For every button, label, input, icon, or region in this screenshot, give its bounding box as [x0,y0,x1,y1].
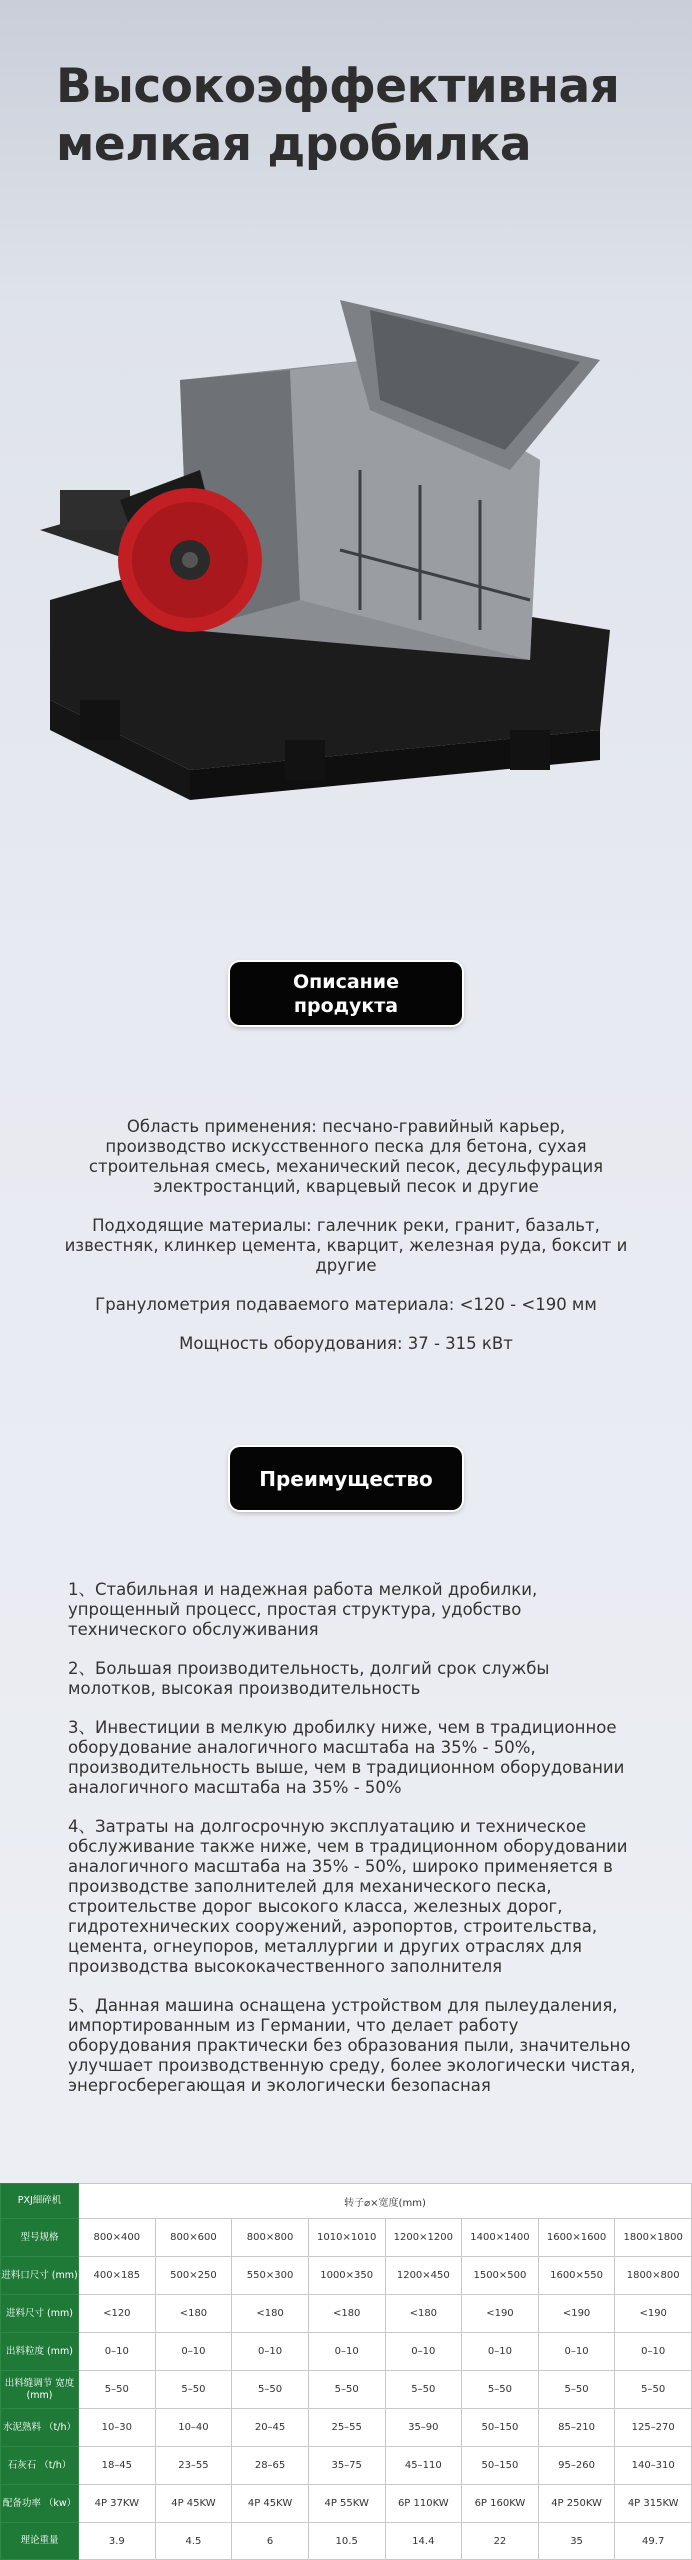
table-cell: 45–110 [385,2447,462,2485]
table-cell: <180 [155,2295,232,2333]
table-cell: 95–260 [538,2447,615,2485]
table-cell: 5–50 [232,2371,309,2409]
advantage-item: 4、Затраты на долгосрочную эксплуатацию и техническое обслуживание также ниже, чем в традиционном оборудовании аналогичного масштаба на 35% - 50%, широко применяется в производстве заполнителей для механического песка, строительстве дорог высокого класса, железных дорог, гидротехнических сооружений, аэропортов, строительства, цемента, огнеупоров, металлургии и других отраслях для производства высококачественного заполнителя [68,1817,628,1976]
table-cell: 800×800 [232,2219,309,2257]
table-cell: 10–40 [155,2409,232,2447]
table-cell: 550×300 [232,2257,309,2295]
table-cell: 5–50 [155,2371,232,2409]
table-cell: 20–45 [232,2409,309,2447]
table-cell: <180 [385,2295,462,2333]
table-cell: 4P 37KW [79,2485,156,2523]
product-description-badge [230,962,462,1025]
table-cell: 0–10 [538,2333,615,2371]
table-cell: 125–270 [615,2409,692,2447]
table-cell: 1010×1010 [308,2219,385,2257]
table-cell: 28–65 [232,2447,309,2485]
table-cell: 0–10 [308,2333,385,2371]
crusher-machine-image [40,300,640,800]
table-row [1,2257,692,2295]
table-header-row [1,2184,692,2219]
table-row-label: 型号规格 [1,2219,79,2257]
description-paragraph: Мощность оборудования: 37 - 315 кВт [179,1334,513,1353]
table-cell: 85–210 [538,2409,615,2447]
table-cell: 400×185 [79,2257,156,2295]
table-row-label: 水泥熟料 （t/h） [1,2409,79,2447]
table-cell: 1200×1200 [385,2219,462,2257]
table-cell: 1600×550 [538,2257,615,2295]
advantage-item: 3、Инвестиции в мелкую дробилку ниже, чем в традиционное оборудование аналогичного масштаба на 35% - 50%, производительность выше, чем в традиционном оборудовании аналогичного масштаба на 35% - 50% [68,1718,625,1797]
table-cell: <190 [462,2295,539,2333]
table-cell: 0–10 [615,2333,692,2371]
table-row [1,2485,692,2523]
table-cell: 6P 110KW [385,2485,462,2523]
table-cell: 50–150 [462,2409,539,2447]
table-row-label: 进料尺寸 (mm) [1,2295,79,2333]
table-cell: 800×400 [79,2219,156,2257]
table-cell: <180 [232,2295,309,2333]
table-row-label: 配备功率 （kw） [1,2485,79,2523]
description-paragraph: Гранулометрия подаваемого материала: <120 - <190 мм [95,1295,597,1314]
advantages-label: Преимущество [259,1466,433,1491]
table-row-label: 理论重量 [1,2523,79,2560]
table-row-label: 进料口尺寸 (mm) [1,2257,79,2295]
table-row-label: 出料粒度 (mm) [1,2333,79,2371]
table-cell: 0–10 [385,2333,462,2371]
table-corner-cell: PXJ細碎机 [1,2184,79,2219]
table-cell: 0–10 [155,2333,232,2371]
table-cell: 800×600 [155,2219,232,2257]
table-cell: 140–310 [615,2447,692,2485]
table-row-label: 石灰石 （t/h） [1,2447,79,2485]
table-cell: 35–90 [385,2409,462,2447]
advantage-item: 2、Большая производительность, долгий срок службы молотков, высокая производительность [68,1659,550,1698]
table-cell: 14.4 [385,2523,462,2560]
page-title: Высокоэффективная мелкая дробилка [56,59,620,172]
table-cell: 5–50 [538,2371,615,2409]
table-cell: 18–45 [79,2447,156,2485]
advantage-item: 5、Данная машина оснащена устройством для пылеудаления, импортированным из Германии, что делает работу оборудования практически без образования пыли, значительно улучшает производственную среду, более экологически чистая, энергосберегающая и экологически безопасная [68,1996,636,2095]
table-cell: 5–50 [79,2371,156,2409]
table-cell: 4P 55KW [308,2485,385,2523]
table-cell: <190 [615,2295,692,2333]
table-cell: 22 [462,2523,539,2560]
table-row [1,2523,692,2560]
table-cell: 4P 45KW [232,2485,309,2523]
advantages-list [68,1580,638,2115]
table-cell: <180 [308,2295,385,2333]
table-cell: 3.9 [79,2523,156,2560]
table-cell: 1200×450 [385,2257,462,2295]
table-cell: 23–55 [155,2447,232,2485]
table-cell: 4P 250KW [538,2485,615,2523]
table-row [1,2295,692,2333]
product-description [64,1117,628,1373]
table-row [1,2219,692,2257]
table-cell: 5–50 [308,2371,385,2409]
product-description-label: Описание продукта [292,970,399,1017]
advantages-badge [230,1447,462,1510]
table-row [1,2371,692,2409]
table-cell: 5–50 [385,2371,462,2409]
table-cell: 49.7 [615,2523,692,2560]
table-cell: 4.5 [155,2523,232,2560]
table-cell: 1600×1600 [538,2219,615,2257]
table-cell: 1000×350 [308,2257,385,2295]
table-cell: 0–10 [462,2333,539,2371]
table-cell: 1500×500 [462,2257,539,2295]
specifications-table [0,2183,692,2560]
table-cell: <190 [538,2295,615,2333]
table-cell: 0–10 [232,2333,309,2371]
table-cell: 25–55 [308,2409,385,2447]
table-row [1,2333,692,2371]
table-cell: 10.5 [308,2523,385,2560]
table-cell: 500×250 [155,2257,232,2295]
table-row-label: 出料缝调节 宽度(mm) [1,2371,79,2409]
description-paragraph: Область применения: песчано-гравийный карьер, производство искусственного песка для бетона, сухая строительная смесь, механический песок, десульфурация электростанций, кварцевый песок и другие [88,1117,604,1196]
table-cell: 35 [538,2523,615,2560]
table-cell: 5–50 [615,2371,692,2409]
table-cell: <120 [79,2295,156,2333]
table-cell: 50–150 [462,2447,539,2485]
hero-banner [0,0,692,878]
table-cell: 5–50 [462,2371,539,2409]
table-group-header: 转子⌀×宽度(mm) [79,2184,692,2219]
table-row [1,2409,692,2447]
table-cell: 0–10 [79,2333,156,2371]
advantage-item: 1、Стабильная и надежная работа мелкой дробилки, упрощенный процесс, простая структура, удобство технического обслуживания [68,1580,538,1639]
description-paragraph: Подходящие материалы: галечник реки, гранит, базальт, известняк, клинкер цемента, кварцит, железная руда, боксит и другие [64,1216,628,1275]
table-cell: 4P 45KW [155,2485,232,2523]
table-cell: 6P 160KW [462,2485,539,2523]
table-cell: 1800×800 [615,2257,692,2295]
table-cell: 35–75 [308,2447,385,2485]
table-cell: 4P 315KW [615,2485,692,2523]
table-cell: 1400×1400 [462,2219,539,2257]
table-cell: 6 [232,2523,309,2560]
table-row [1,2447,692,2485]
table-cell: 10–30 [79,2409,156,2447]
table-cell: 1800×1800 [615,2219,692,2257]
